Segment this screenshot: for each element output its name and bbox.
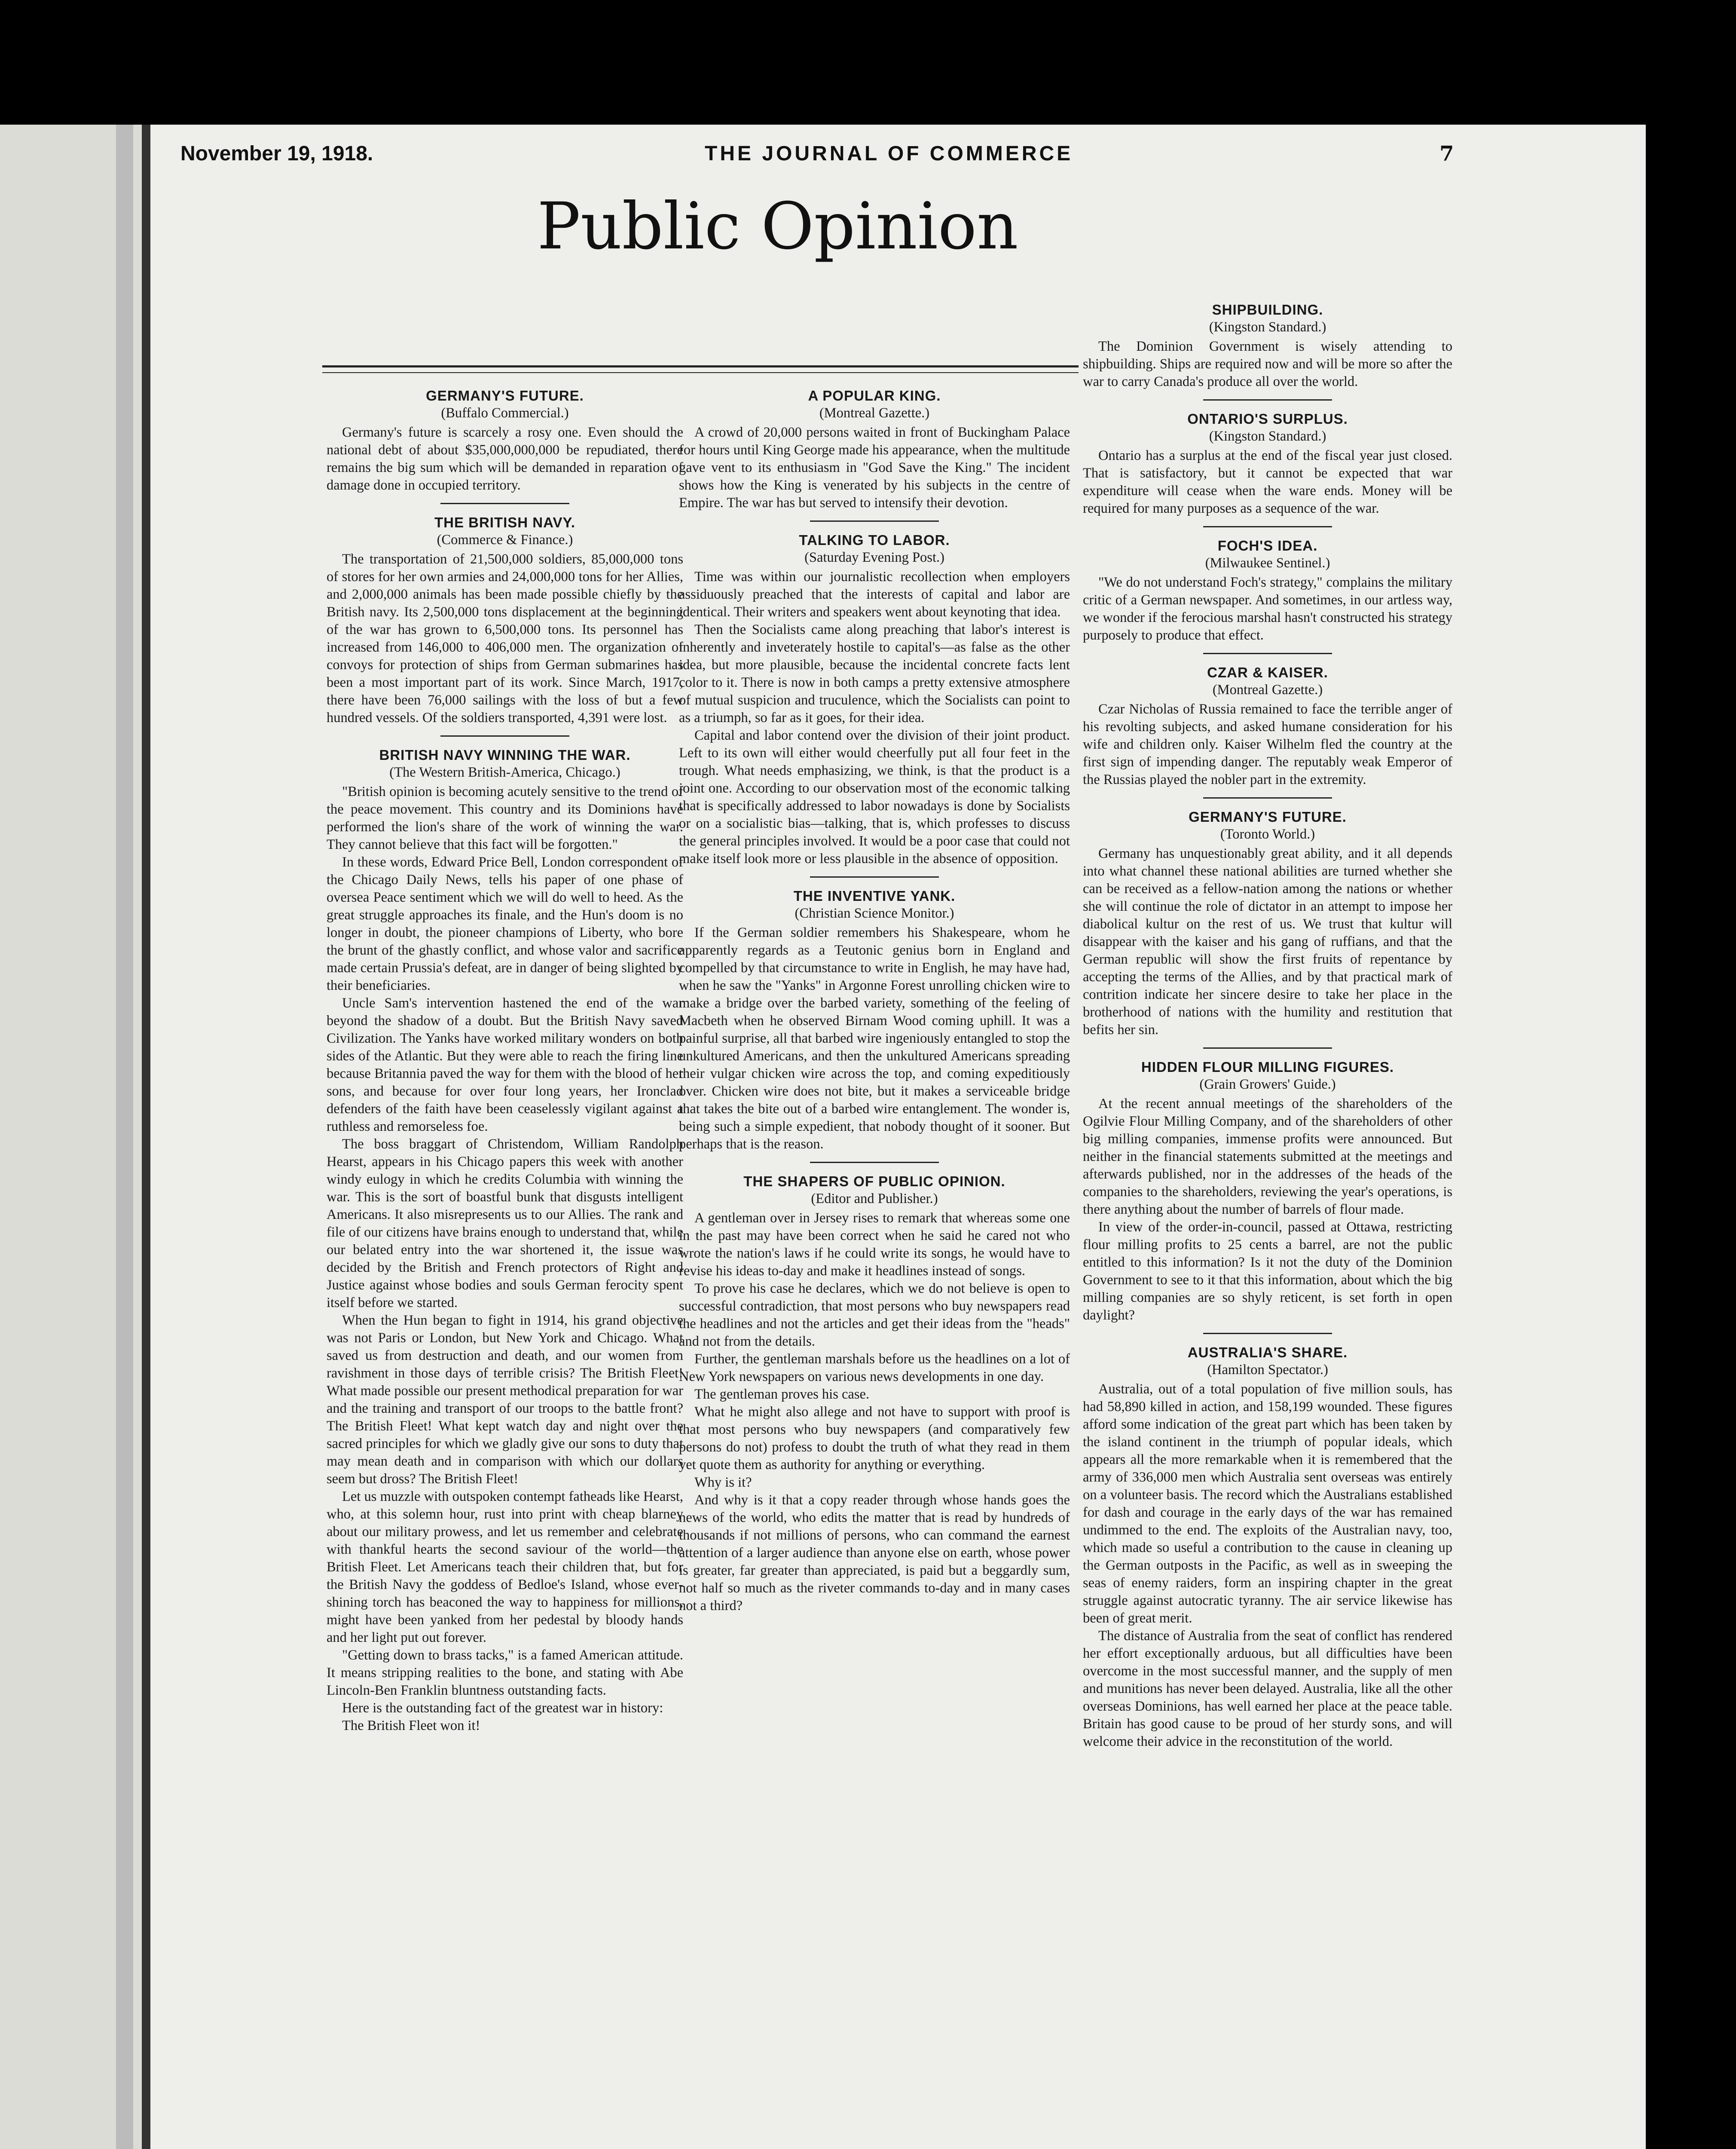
article-source: (Commerce & Finance.) (437, 532, 573, 548)
article-paragraph: "British opinion is becoming acutely sensitive to the trend of the peace movement. This country and its Dominions have performed the lion's share of the work of winning the war. They cannot believe that this fact will be forgotten." (327, 784, 683, 852)
article-source: (Buffalo Commercial.) (441, 405, 569, 421)
article (1083, 410, 1452, 527)
article-divider (1203, 797, 1332, 799)
article-paragraph: Then the Socialists came along preaching that labor's interest is inherently and inveterately hostile to capital's—as false as the other idea, but more plausible, because the incidental concrete facts lent color to it. There is now in both camps a pretty extensive atmosphere of mutual suspicion and truculence, which the Socialists can point to as a triumph, so far as it goes, for their idea. (679, 622, 1070, 726)
article-paragraph: Uncle Sam's intervention hastened the end of the war beyond the shadow of a doubt. But the British Navy saved Civilization. The Yanks have worked military wonders on both sides of the Atlantic. But they were able to reach the firing line because Britannia paved the way for them with the blood of her sons, and because for over four long years, her Ironclad defenders of the faith have been ceaselessly vigilant against a ruthless and remorseless foe. (327, 995, 683, 1134)
article (327, 514, 683, 737)
article-title: HIDDEN FLOUR MILLING FIGURES. (1141, 1059, 1394, 1075)
article (679, 387, 1070, 522)
article (1083, 537, 1452, 654)
article-paragraph: Australia, out of a total population of five million souls, has had 58,890 killed in action, and 158,199 wounded. These figures afford some indication of the great part which has been taken by the island continent in the triumph of popular ideals, which appears all the more remarkable when it is remembered that the army of 336,000 men which Australia sent overseas was entirely on a volunteer basis. The record which the Australians established for dash and courage in the early days of the war has remained undimmed to the end. The exploits of the Australian navy, too, which made so useful a contribution to the cause in cleaning up the German outposts in the Pacific, as well as in sweeping the seas of enemy raiders, form an inspiring chapter in the great struggle against autocratic tyranny. The air service likewise has been of great merit. (1083, 1381, 1452, 1626)
column-2 (679, 387, 1070, 1624)
article-source: (Grain Growers' Guide.) (1199, 1077, 1336, 1092)
article-source: (Montreal Gazette.) (819, 405, 930, 421)
article-paragraph: If the German soldier remembers his Shakespeare, whom he apparently regards as a Teutonic genius born in England and compelled by that circumstance to write in English, he may have had, when he saw the "Yanks" in Argonne Forest unrolling chicken wire to make a bridge over the barbed variety, something of the feeling of Macbeth when he observed Birnam Wood coming uphill. It was a painful surprise, all that barbed wire ingeniously entangled to stop the unkultured Americans, and then the unkultured Americans spreading their vulgar chicken wire across the top, and coming expeditiously over. Chicken wire does not bite, but it makes a serviceable bridge that takes the bite out of a barbed wire entanglement. The wonder is, being such a simple expedient, that nobody thought of it sooner. But perhaps that is the reason. (679, 925, 1070, 1152)
article-paragraph: A crowd of 20,000 persons waited in front of Buckingham Palace for hours until King George made his appearance, when the multitude gave vent to its enthusiasm in "God Save the King." The incident shows how the King is venerated by his subjects in the centre of Empire. The war has but served to intensify their devotion. (679, 425, 1070, 511)
article-source: (Hamilton Spectator.) (1207, 1362, 1328, 1378)
article-paragraph: The British Fleet won it! (342, 1718, 480, 1733)
article-divider (1203, 399, 1332, 401)
masthead: THE JOURNAL OF COMMERCE (705, 142, 1073, 165)
article-paragraph: Germany has unquestionably great ability, and it all depends into what channel these national abilities are turned whether she can be received as a fellow-nation among the nations or whether she will continue the role of dictator in an attempt to impose her diabolical kultur on the rest of us. We trust that kultur will disappear with the kaiser and his gang of ruffians, and that the German republic will show the first fruits of repentance by accepting the terms of the Allies, and by that practical mark of contrition indicate her sincere desire to take her place in the brotherhood of nations with the humility and restitution that befits her sin. (1083, 846, 1452, 1038)
article-paragraph: Germany's future is scarcely a rosy one. Even should the national debt of about $35,000,000,000 be repudiated, there remains the big sum which will be demanded in reparation of damage done in occupied territory. (327, 425, 683, 493)
article-paragraph: At the recent annual meetings of the shareholders of the Ogilvie Flour Milling Company, and of the shareholders of other big milling companies, immense profits were announced. But neither in the financial statements submitted at the meetings and afterwards published, nor in the addresses of the heads of the companies to the shareholders, reviewing the year's operations, is there anything about the number of barrels of flour made. (1083, 1096, 1452, 1217)
article-source: (Christian Science Monitor.) (795, 906, 954, 921)
article-source: (Editor and Publisher.) (811, 1191, 938, 1206)
article-title: THE INVENTIVE YANK. (793, 888, 956, 904)
article (1083, 301, 1452, 401)
article (679, 887, 1070, 1163)
title-rule (322, 365, 1079, 367)
article (1083, 664, 1452, 799)
article-title: THE BRITISH NAVY. (434, 514, 576, 530)
article-paragraph: And why is it that a copy reader through whose hands goes the news of the world, who edits the matter that is read by hundreds of thousands if not millions of persons, who can command the earnest attention of a larger audience than anyone else on earth, whose power is greater, far greater than appreciated, is paid but a beggardly sum, not half so much as the riveter commands to-day and in many cases not a third? (679, 1492, 1070, 1613)
article-title: GERMANY'S FUTURE. (426, 388, 584, 404)
article-paragraph: The distance of Australia from the seat of conflict has rendered her effort exceptionally arduous, but all difficulties have been overcome in the most successful manner, and the supply of men and munitions has never been delayed. Australia, like all the other overseas Dominions, has well earned her place at the peace table. Britain has good cause to be proud of her sturdy sons, and will welcome their advice in the reconstitution of the world. (1083, 1628, 1452, 1749)
article-title: FOCH'S IDEA. (1217, 538, 1318, 554)
article-divider (440, 503, 569, 504)
article-paragraph: A gentleman over in Jersey rises to remark that whereas some one in the past may have been correct when he said he cared not who wrote the nation's laws if he could write its songs, he would have to revise his ideas to-day and make it headlines instead of songs. (679, 1210, 1070, 1279)
article-paragraph: The boss braggart of Christendom, William Randolph Hearst, appears in his Chicago papers this week with another windy eulogy in which he credits Columbia with winning the war. This is the sort of boastful bunk that disgusts intelligent Americans. It also misrepresents us to our Allies. The rank and file of our citizens have brains enough to understand that, while our belated entry into the war shortened it, the issue was decided by the British and French protectors of Right and Justice against whose bodies and souls German ferocity spent itself before we started. (327, 1136, 683, 1310)
page-number: 7 (1440, 142, 1454, 166)
article-title: TALKING TO LABOR. (799, 532, 950, 548)
article-title: GERMANY'S FUTURE. (1189, 809, 1347, 825)
article-paragraph: Why is it? (694, 1475, 752, 1490)
article-source: (Kingston Standard.) (1209, 319, 1326, 335)
article-paragraph: Ontario has a surplus at the end of the fiscal year just closed. That is satisfactory, but it cannot be expected that war expenditure will cease when the ware ends. Money will be required for many purposes as a sequence of the war. (1083, 448, 1452, 516)
article (1083, 1344, 1452, 1751)
article-paragraph: Capital and labor contend over the division of their joint product. Left to its own will either would cheerfully put all four feet in the trough. What needs emphasizing, we think, is that the product is a joint one. According to our observation most of the economic talking that is specifically addressed to labor nowadays is done by Socialists or on a socialistic bias—talking, that is, which professes to discuss the general principles involved. It would be a poor case that could not make itself look more or less plausible in the absence of opposition. (679, 728, 1070, 866)
column-1 (327, 387, 683, 1744)
article-paragraph: Further, the gentleman marshals before us the headlines on a lot of New York newspapers on various news developments in one day. (679, 1351, 1070, 1384)
article-source: (Montreal Gazette.) (1212, 682, 1323, 698)
article-paragraph: To prove his case he declares, which we do not believe is open to successful contradiction, that most persons who buy newspapers read the headlines and not the articles and get their ideas from the "heads" and not from the details. (679, 1281, 1070, 1349)
article (327, 387, 683, 504)
article-divider (1203, 1047, 1332, 1049)
article-divider (1203, 526, 1332, 527)
page-title: Public Opinion (537, 189, 1018, 264)
article-divider (810, 520, 939, 522)
article-paragraph: "Getting down to brass tacks," is a famed American attitude. It means stripping realities to the bone, and stating with Abe Lincoln-Ben Franklin bluntness outstanding facts. (327, 1647, 683, 1698)
article-title: SHIPBUILDING. (1212, 302, 1323, 318)
article-title: CZAR & KAISER. (1207, 664, 1328, 680)
article (1083, 808, 1452, 1049)
article-source: (Milwaukee Sentinel.) (1205, 555, 1330, 571)
article-title: BRITISH NAVY WINNING THE WAR. (379, 747, 631, 763)
page-header (0, 142, 1736, 181)
article (1083, 1058, 1452, 1334)
article-divider (810, 876, 939, 878)
article-source: (Kingston Standard.) (1209, 429, 1326, 444)
article-title: THE SHAPERS OF PUBLIC OPINION. (743, 1173, 1006, 1189)
article (327, 746, 683, 1735)
article-source: (The Western British-America, Chicago.) (389, 765, 620, 780)
article (679, 1172, 1070, 1615)
issue-date: November 19, 1918. (180, 142, 373, 165)
article-paragraph: What he might also allege and not have to support with proof is that most persons who buy newspapers (and comparatively few persons do not) profess to doubt the truth of what they read in them yet quote them as authority for anything or everything. (679, 1404, 1070, 1472)
article-paragraph: Time was within our journalistic recollection when employers assiduously preached that the interests of capital and labor are identical. Their writers and speakers went about keynoting that idea. (679, 569, 1070, 620)
article (679, 531, 1070, 878)
article-title: AUSTRALIA'S SHARE. (1187, 1344, 1348, 1360)
article-paragraph: Czar Nicholas of Russia remained to face the terrible anger of his revolting subjects, and asked humane consideration for his wife and children only. Kaiser Wilhelm fled the country at the first sign of impending danger. The reputably weak Emperor of the Russias played the nobler part in the extremity. (1083, 701, 1452, 787)
article-divider (810, 1162, 939, 1163)
article-paragraph: The gentleman proves his case. (694, 1387, 870, 1402)
column-3 (1083, 301, 1452, 1760)
article-paragraph: In these words, Edward Price Bell, London correspondent of the Chicago Daily News, tells his paper of one phase of oversea Peace sentiment which we will do well to heed. As the great struggle approaches its finale, and the Hun's doom is no longer in doubt, the pioneer champions of Liberty, who bore the brunt of the ghastly conflict, and whose valor and sacrifice made certain Prussia's defeat, are in danger of being slighted by their beneficiaries. (327, 854, 683, 993)
article-divider (440, 735, 569, 737)
article-paragraph: Let us muzzle with outspoken contempt fatheads like Hearst, who, at this solemn hour, rust into print with cheap blarney about our military prowess, and let us remember and celebrate with thankful hearts the second saviour of the world—the British Fleet. Let Americans teach their children that, but for the British Navy the goddess of Bedloe's Island, whose ever-shining torch has beaconed the way to happiness for millions, might have been yanked from her pedestal by bloody hands and her light put out forever. (327, 1489, 683, 1645)
article-paragraph: "We do not understand Foch's strategy," complains the military critic of a German newspaper. And sometimes, in our artless way, we wonder if the ferocious marshal hasn't constructed his strategy purposely to produce that effect. (1083, 575, 1452, 643)
article-paragraph: The transportation of 21,500,000 soldiers, 85,000,000 tons of stores for her own armies and 24,000,000 tons for her Allies, and 2,000,000 animals has been made possible chiefly by the British navy. Its 2,500,000 tons displacement at the beginning of the war has grown to 6,500,000 tons. Its personnel has increased from 146,000 to 406,000 men. The organization of convoys for protection of ships from German submarines has been a most important part of its work. Since March, 1917, there have been 76,000 sailings with the loss of but a few hundred vessels. Of the soldiers transported, 4,391 were lost. (327, 551, 683, 726)
article-paragraph: In view of the order-in-council, passed at Ottawa, restricting flour milling profits to 25 cents a barrel, are not the public entitled to this information? Is it not the duty of the Dominion Government to see to it that this information, about which the big milling companies are so shyly reticent, is set forth in open daylight? (1083, 1219, 1452, 1323)
article-paragraph: When the Hun began to fight in 1914, his grand objective was not Paris or London, but New York and Chicago. What saved us from destruction and death, and our women from ravishment in those days of terrible crisis? The British Fleet! What made possible our present methodical preparation for war and the training and transport of our troops to the battle front? The British Fleet! What kept watch day and night over the sacred principles for which we gladly give our sons to duty that may mean death and in comparison with which our dollars seem but dross? The British Fleet! (327, 1313, 683, 1487)
article-title: ONTARIO'S SURPLUS. (1187, 411, 1348, 427)
article-divider (1203, 653, 1332, 654)
article-source: (Toronto World.) (1220, 827, 1315, 842)
article-paragraph: The Dominion Government is wisely attending to shipbuilding. Ships are required now and will be more so after the war to carry Canada's produce all over the world. (1083, 339, 1452, 389)
facing-page-edge (0, 125, 142, 2149)
article-title: A POPULAR KING. (808, 388, 941, 404)
article-divider (1203, 1333, 1332, 1334)
title-rule-lower (322, 372, 1079, 373)
article-source: (Saturday Evening Post.) (804, 550, 944, 565)
article-paragraph: Here is the outstanding fact of the greatest war in history: (342, 1700, 663, 1716)
